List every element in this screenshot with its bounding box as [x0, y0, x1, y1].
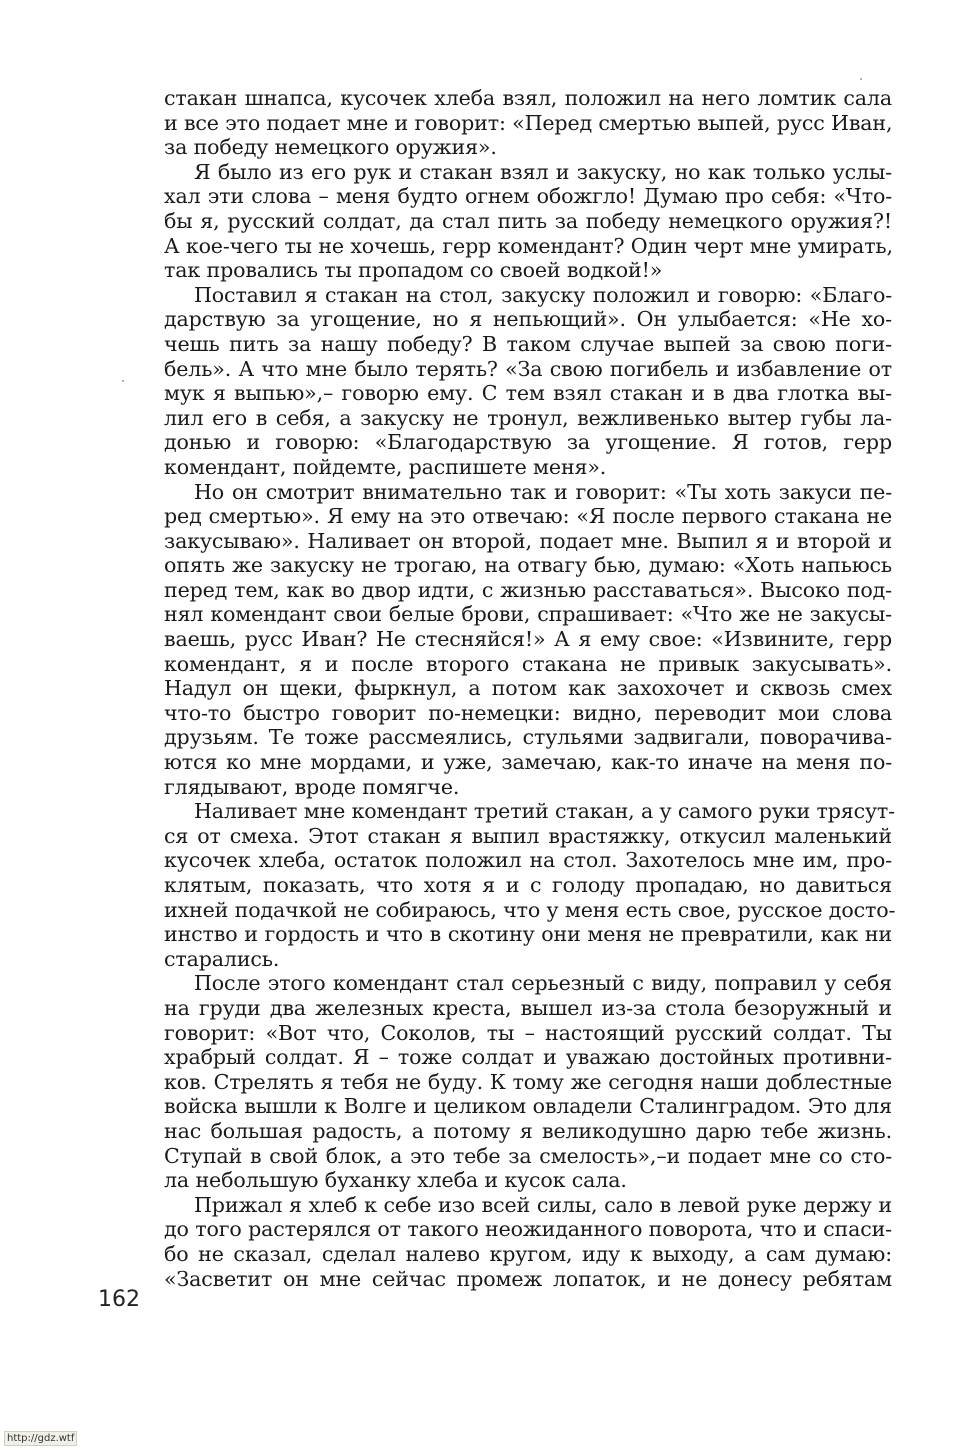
text-line: нял комендант свои белые брови, спрашивает: «Что же не закусы- [164, 602, 892, 627]
paragraph [164, 480, 892, 800]
text-line: После этого комендант стал серьезный с виду, поправил у себя [194, 971, 892, 996]
text-line: до того растерялся от такого неожиданного поворота, что и спаси- [164, 1217, 892, 1242]
text-line: стакан шнапса, кусочек хлеба взял, положил на него ломтик сала [164, 86, 892, 110]
text-line: закусываю». Наливает он второй, подает мне. Выпил я и второй и [164, 528, 892, 553]
paragraph [164, 86, 892, 160]
text-line: Наливает мне комендант третий стакан, а у самого руки трясут- [194, 799, 895, 824]
text-line: ихней подачкой не собираюсь, что у меня есть свое, русское досто- [164, 897, 896, 922]
text-line: что-то быстро говорит по-немецки: видно, переводит мои слова [164, 700, 892, 725]
text-line: ваешь, русс Иван? Не стесняйся!» А я ему свое: «Извините, герр [164, 627, 892, 652]
paragraph [164, 799, 896, 971]
paragraph [164, 283, 892, 480]
text-line: чешь пить за нашу победу? В таком случае выпей за свою поги- [164, 331, 892, 356]
paragraph [164, 971, 892, 1192]
text-line: храбрый солдат. Я – тоже солдат и уважаю достойных противни- [164, 1045, 892, 1070]
text-line: донью и говорю: «Благодарствую за угощение. Я готов, герр [164, 430, 892, 455]
text-line: войска вышли к Волге и целиком овладели Сталинградом. Это для [164, 1094, 892, 1119]
text-line: ла небольшую буханку хлеба и кусок сала. [164, 1168, 627, 1193]
paragraph [164, 1193, 892, 1291]
text-line: Но он смотрит внимательно так и говорит: «Ты хоть закуси пе- [194, 479, 892, 504]
text-line: Поставил я стакан на стол, закуску положил и говорю: «Благо- [194, 282, 892, 307]
text-line: за победу немецкого оружия». [164, 135, 497, 160]
text-line: Прижал я хлеб к себе изо всей силы, сало в левой руке держу и [194, 1192, 892, 1217]
text-line: нас большая радость, а потому я великодушно дарю тебе жизнь. [164, 1118, 892, 1143]
text-line: «Засветит он мне сейчас промеж лопаток, и не донесу ребятам [164, 1266, 892, 1291]
text-line: мук я выпью»,– говорю ему. С тем взял стакан и в два глотка вы- [164, 381, 892, 406]
text-line: Я было из его рук и стакан взял и закуску, но как только услы- [194, 159, 892, 184]
text-line: на груди два железных креста, вышел из-за стола безоружный и [164, 995, 892, 1020]
text-line: кусочек хлеба, остаток положил на стол. Захотелось мне им, про- [164, 848, 892, 873]
text-line: хал эти слова – меня будто огнем обожгло! Думаю про себя: «Что- [164, 184, 892, 209]
text-line: так провались ты пропадом со своей водкой!» [164, 258, 663, 283]
text-line: опять же закуску не трогаю, на отвагу бью, думаю: «Хоть напьюсь [164, 553, 892, 578]
body-text [164, 86, 896, 1291]
text-line: дарствую за угощение, но я непьющий». Он улыбается: «Не хо- [164, 307, 892, 332]
text-line: бо не сказал, сделал налево кругом, иду к выходу, а сам думаю: [164, 1241, 892, 1266]
text-line: Ступай в свой блок, а это тебе за смелость»,–и подает мне со сто- [164, 1143, 892, 1168]
text-line: старались. [164, 946, 280, 971]
scan-speck [860, 78, 862, 80]
page-number: 162 [98, 1287, 140, 1312]
text-line: Надул он щеки, фыркнул, а потом как захохочет и сквозь смех [164, 676, 892, 701]
text-line: инство и гордость и что в скотину они меня не превратили, как ни [164, 922, 892, 947]
text-line: бель». А что мне было терять? «За свою погибель и избавление от [164, 356, 892, 381]
text-line: лил его в себя, а закуску не тронул, вежливенько вытер губы ла- [164, 405, 892, 430]
text-line: перед тем, как во двор идти, с жизнью расставаться». Высоко под- [164, 577, 892, 602]
text-line: А кое-чего ты не хочешь, герр комендант? Один черт мне умирать, [164, 233, 893, 258]
text-line: комендант, пойдемте, распишете меня». [164, 454, 607, 479]
paragraph [164, 160, 892, 283]
text-line: ред смертью». Я ему на это отвечаю: «Я после первого стакана не [164, 504, 892, 529]
text-line: друзьям. Те тоже рассмеялись, стульями задвигали, поворачива- [164, 725, 892, 750]
text-line: ются ко мне мордами, и уже, замечаю, как-то иначе на меня по- [164, 750, 892, 775]
text-line: говорит: «Вот что, Соколов, ты – настоящий русский солдат. Ты [164, 1020, 892, 1045]
text-line: ков. Стрелять я тебя не буду. К тому же сегодня наши доблестные [164, 1069, 892, 1094]
footer-link[interactable]: http://gdz.wtf [4, 1431, 77, 1446]
text-line: ся от смеха. Этот стакан я выпил врастяжку, откусил маленький [164, 823, 892, 848]
text-line: глядывают, вроде помягче. [164, 774, 460, 799]
text-line: и все это подает мне и говорит: «Перед смертью выпей, русс Иван, [164, 110, 893, 135]
scan-speck [122, 380, 124, 382]
text-line: клятым, показать, что хотя я и с голоду пропадаю, но давиться [164, 873, 892, 897]
text-line: комендант, я и после второго стакана не привык закусывать». [164, 651, 892, 676]
text-line: бы я, русский солдат, да стал пить за победу немецкого оружия?! [164, 208, 892, 233]
